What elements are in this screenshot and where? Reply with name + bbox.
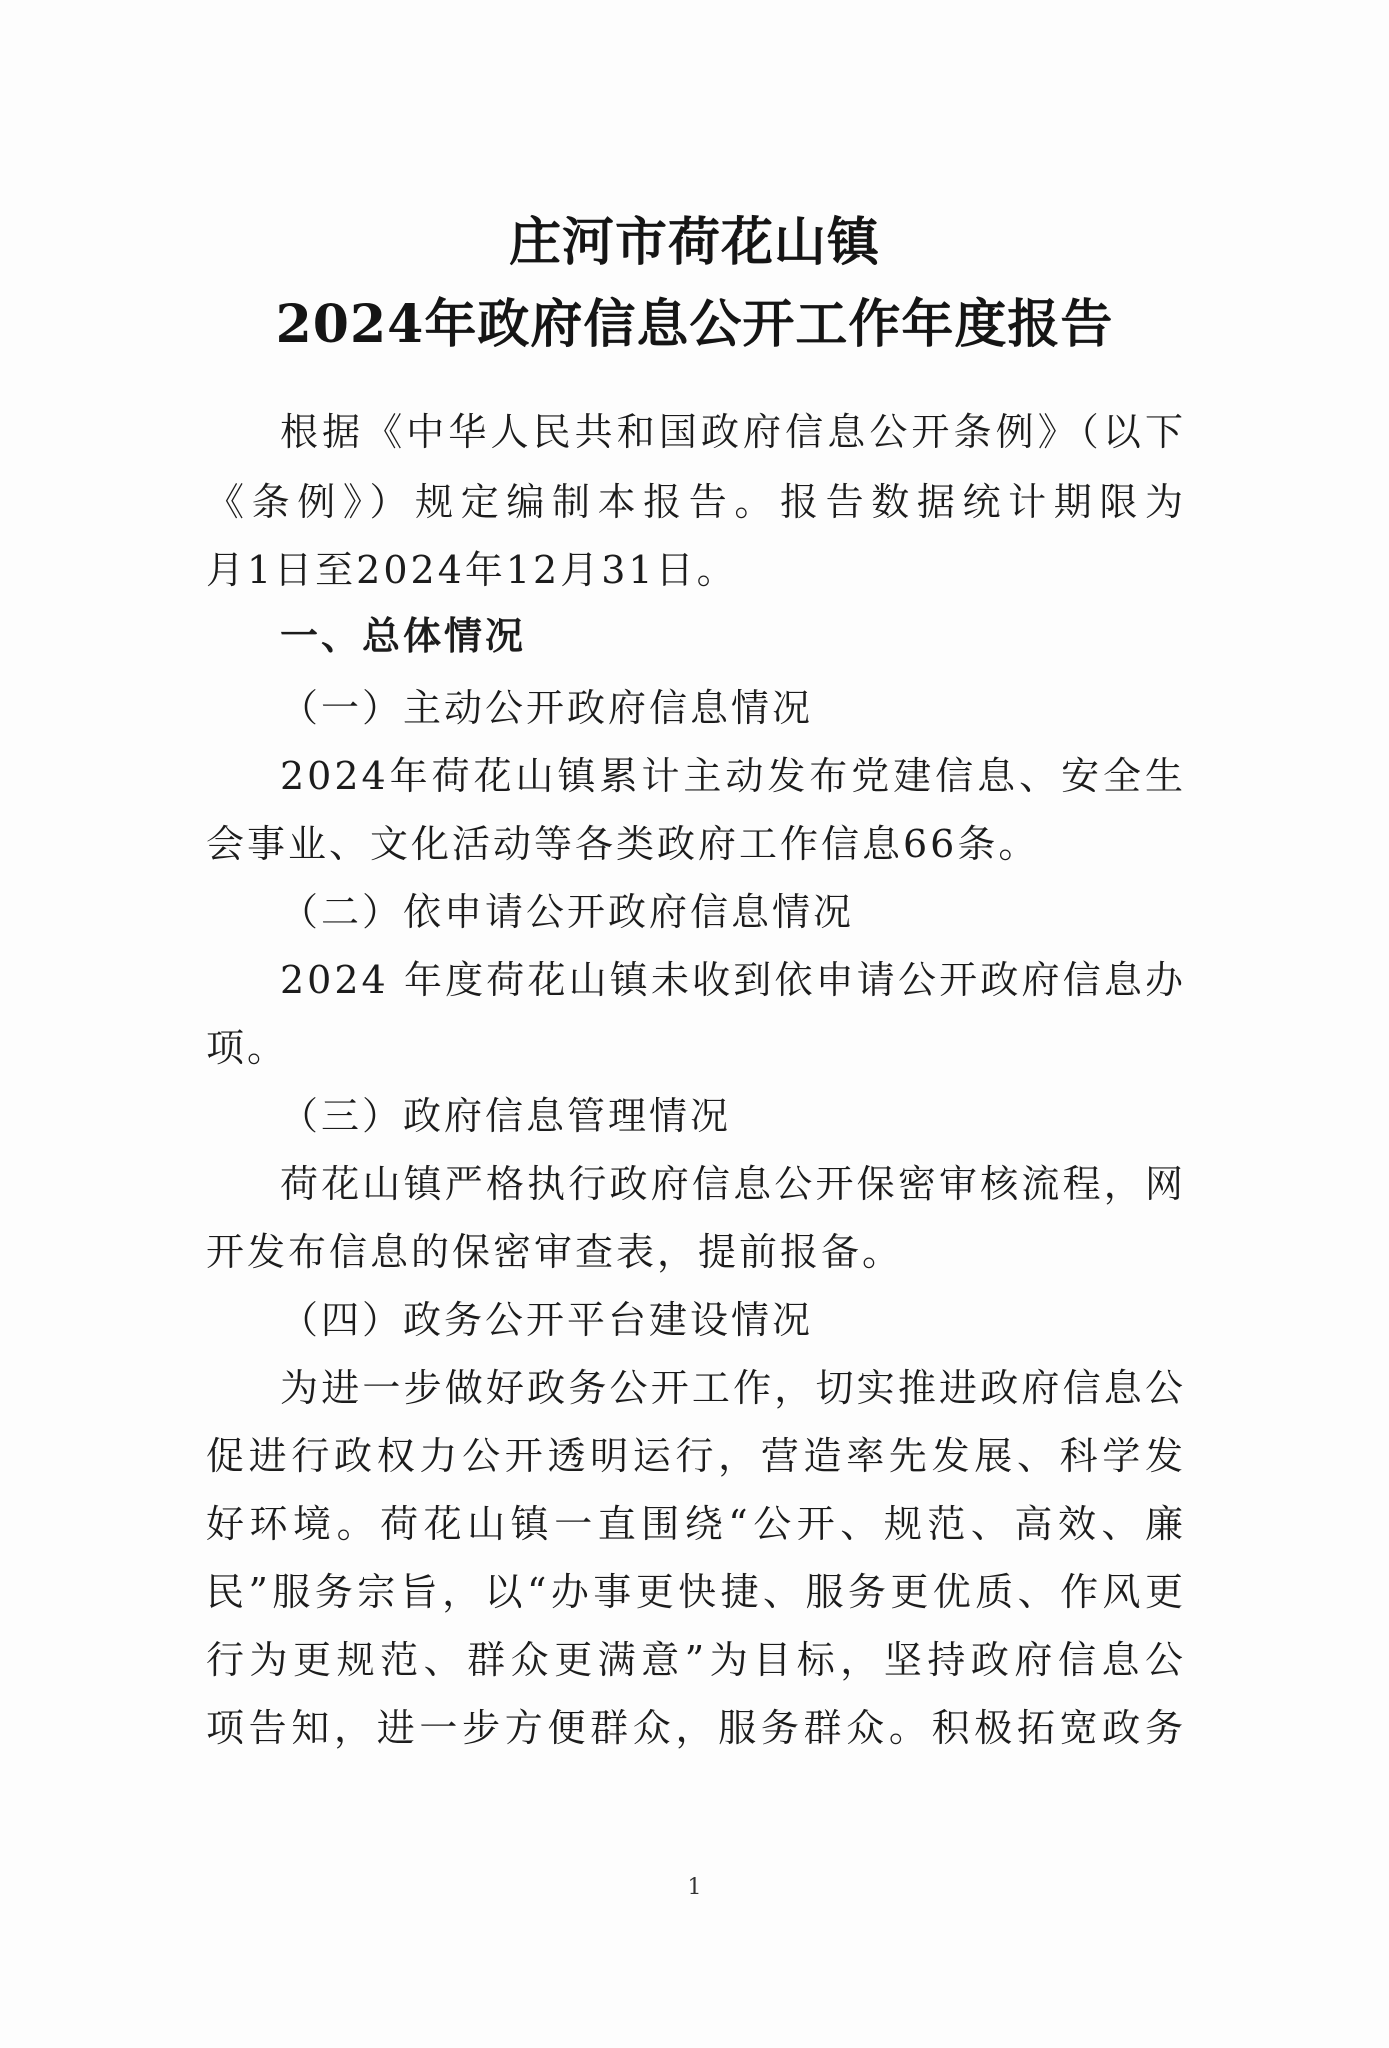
paragraph-3-line-2: 开发布信息的保密审查表，提前报备。 — [206, 1230, 904, 1274]
paragraph-intro-line-1: 根据《中华人民共和国政府信息公开条例》（以下 — [280, 410, 1186, 454]
paragraph-2-line-2: 项。 — [206, 1026, 289, 1070]
paragraph-4-line-6: 项告知，进一步方便群众，服务群众。积极拓宽政务 — [206, 1706, 1186, 1750]
document-title-line-1: 庄河市荷花山镇 — [508, 212, 880, 273]
section-heading-overview: 一、总体情况 — [280, 614, 527, 658]
paragraph-2-line-1: 2024 年度荷花山镇未收到依申请公开政府信息办 — [280, 958, 1186, 1002]
page-number: 1 — [687, 1875, 702, 1900]
paragraph-intro-line-3: 月1日至2024年12月31日。 — [206, 548, 738, 592]
paragraph-1-line-2: 会事业、文化活动等各类政府工作信息66条。 — [206, 822, 1040, 866]
subsection-heading-1: （一）主动公开政府信息情况 — [280, 686, 814, 730]
paragraph-intro-line-2: 《条例》）规定编制本报告。报告数据统计期限为 — [206, 480, 1186, 524]
subsection-heading-4: （四）政务公开平台建设情况 — [280, 1298, 814, 1342]
subsection-heading-2: （二）依申请公开政府信息情况 — [280, 890, 855, 934]
paragraph-4-line-3: 好环境。荷花山镇一直围绕“公开、规范、高效、廉 — [206, 1502, 1186, 1546]
paragraph-4-line-5: 行为更规范、群众更满意”为目标，坚持政府信息公 — [206, 1638, 1186, 1682]
document-title-line-2: 2024年政府信息公开工作年度报告 — [275, 294, 1114, 355]
paragraph-3-line-1: 荷花山镇严格执行政府信息公开保密审核流程，网 — [280, 1162, 1186, 1206]
paragraph-4-line-1: 为进一步做好政务公开工作，切实推进政府信息公 — [280, 1366, 1186, 1410]
paragraph-4-line-4: 民”服务宗旨，以“办事更快捷、服务更优质、作风更 — [206, 1570, 1186, 1614]
paragraph-1-line-1: 2024年荷花山镇累计主动发布党建信息、安全生 — [280, 754, 1186, 798]
subsection-heading-3: （三）政府信息管理情况 — [280, 1094, 732, 1138]
paragraph-4-line-2: 促进行政权力公开透明运行，营造率先发展、科学发 — [206, 1434, 1186, 1478]
